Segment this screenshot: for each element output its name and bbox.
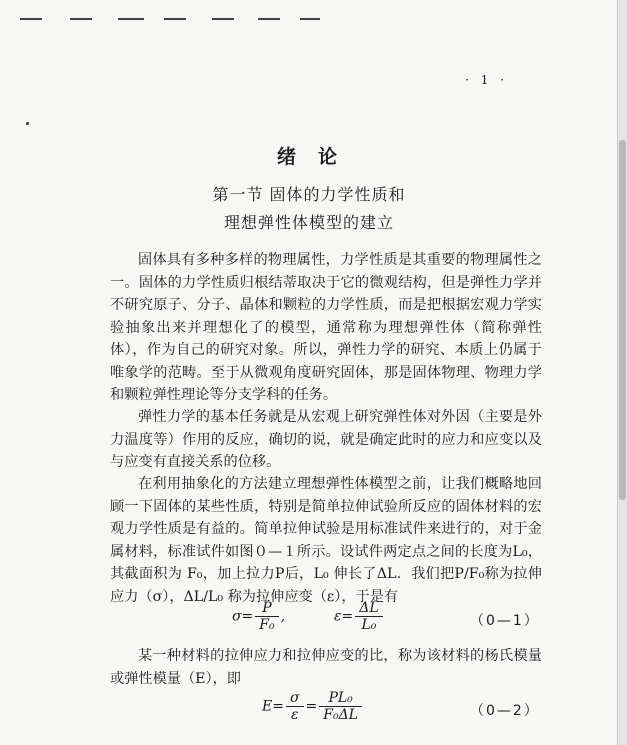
header-rule-segment: [212, 18, 234, 20]
section-title-line-2: 理想弹性体模型的建立: [223, 213, 394, 232]
paragraph-1: 固体具有多种多样的物理属性，力学性质是其重要的物理属性之一。固体的力学性质归根结蒂取决于它的微观结构，但是弹性力学并不研究原子、分子、晶体和颗粒的力学性质，而是把根据宏观力学实验抽象出来并理想化了的模型，通常称为理想弹性体（简称弹性体），作为自己的研究对象。所以，弹性力学的研究、本质上仍属于唯象学的范畴。至于从微观角度研究固体，那是固体物理、物理力学和颗粒弹性理论等分支学科的任务。: [110, 252, 542, 403]
equation-0-2: [262, 690, 364, 723]
page-number: · 1 ·: [465, 73, 508, 87]
header-rule-segment: [164, 18, 186, 20]
equation-number-0-2: （0—2）: [470, 703, 540, 719]
eq2-denominator-f0dl: F₀ΔL: [323, 707, 358, 723]
eq2-numerator-pl0: PL₀: [319, 690, 362, 707]
equation-0-1: [232, 600, 385, 633]
header-rule-segment: [118, 18, 144, 20]
paragraph-3: 在利用抽象化的方法建立理想弹性体模型之前，让我们概略地回顾一下固体的某些性质，特别是简单拉伸试验所反应的固体材料的宏观力学性质是有益的。简单拉伸试验是用标准试件来进行的，对于金属材料，标准试件如图０—１所示。设试件两定点之间的长度为L₀，其截面积为 F₀，加上拉力P后，L₀ 伸长了ΔL．我们把P/F₀称为拉伸应力（σ），ΔL/L₀ 称为拉伸应变（ε），于是有: [110, 476, 542, 605]
eq1-fraction-stress: [255, 600, 278, 633]
equation-number-0-1: （0—1）: [470, 613, 540, 629]
eq1-comma: ,: [280, 608, 286, 625]
eq2-denominator-epsilon: ε: [290, 707, 299, 723]
paragraph-2: 弹性力学的基本任务就是从宏观上研究弹性体对外因（主要是外力温度等）作用的反应，确切的说，就是确定此时的应力和应变以及与应变有直接关系的位移。: [110, 409, 542, 470]
header-rule-segment: [20, 18, 42, 20]
eq2-fraction-sigma-epsilon: [286, 690, 304, 723]
section-title-line-1: 第一节 固体的力学性质和: [212, 185, 406, 204]
eq1-denominator-l0: L₀: [361, 617, 377, 633]
eq1-numerator-p: P: [255, 600, 278, 617]
scrollbar-thumb[interactable]: [619, 140, 626, 500]
eq2-fraction-force-length: [319, 690, 362, 723]
paragraph-4: 某一种材料的拉伸应力和拉伸应变的比，称为该材料的杨氏模量或弹性模量（E），即: [110, 648, 542, 687]
eq2-equals: =: [305, 698, 318, 715]
eq1-numerator-dl: ΔL: [355, 600, 382, 617]
header-rule-segment: [258, 18, 280, 20]
eq2-numerator-sigma: σ: [286, 690, 304, 707]
chapter-title: 绪论: [276, 146, 359, 168]
vertical-scrollbar[interactable]: [617, 0, 627, 745]
eq1-epsilon-lhs: ε=: [333, 608, 354, 625]
eq2-e-lhs: E=: [262, 698, 284, 715]
header-rule-segment: [70, 18, 92, 20]
header-rule-segment: [300, 18, 320, 20]
eq1-fraction-strain: [355, 600, 382, 633]
eq1-sigma-lhs: σ=: [232, 608, 254, 625]
scan-speck: [26, 122, 29, 125]
eq1-denominator-f0: F₀: [259, 617, 275, 633]
